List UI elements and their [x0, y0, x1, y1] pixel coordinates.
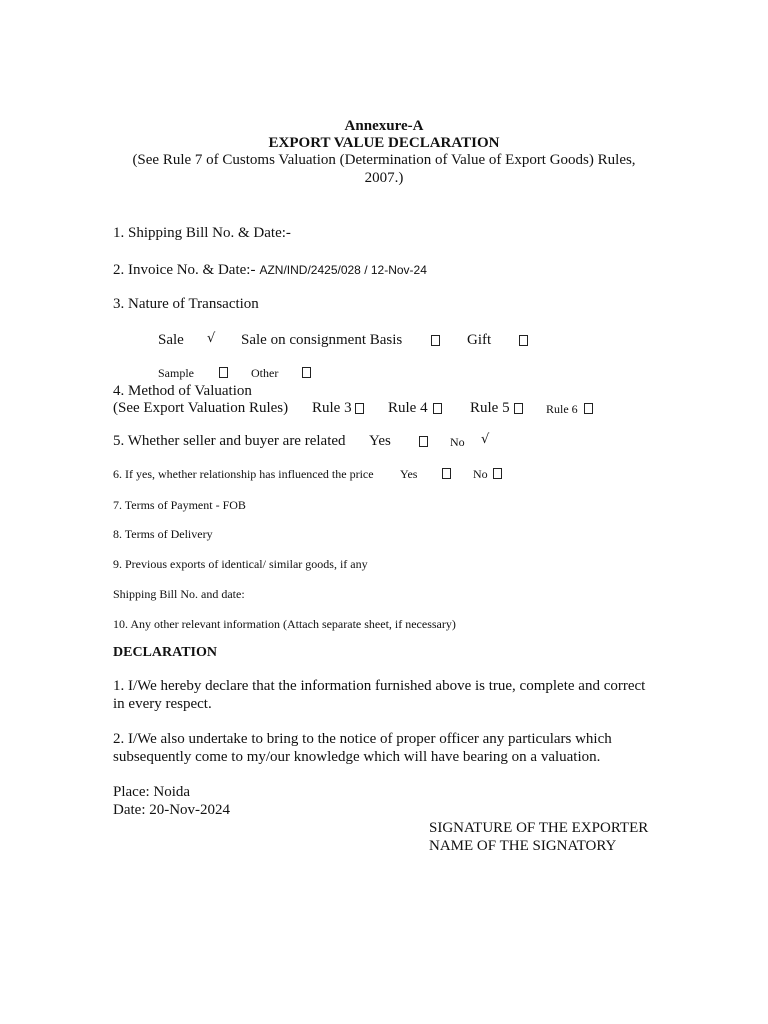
related-yes-checkbox[interactable] — [419, 436, 428, 447]
rule-6-checkbox[interactable] — [584, 403, 593, 414]
declaration-heading: DECLARATION — [113, 645, 217, 660]
related-no-check-mark: √ — [481, 432, 490, 447]
gift-checkbox[interactable] — [519, 335, 528, 346]
consignment-checkbox[interactable] — [431, 335, 440, 346]
terms-of-payment: 7. Terms of Payment - FOB — [113, 498, 246, 512]
influence-yes-checkbox[interactable] — [442, 468, 451, 479]
date-line: Date: 20-Nov-2024 — [113, 802, 231, 818]
rule-4-label: Rule 4 — [388, 400, 428, 416]
sample-checkbox[interactable] — [219, 367, 228, 378]
other-checkbox[interactable] — [302, 367, 311, 378]
method-of-valuation-label: 4. Method of Valuation — [113, 383, 252, 399]
sample-label: Sample — [158, 366, 194, 380]
consignment-label: Sale on consignment Basis — [241, 332, 403, 348]
annexure-label: Annexure-A — [344, 118, 424, 134]
relationship-influence-label: 6. If yes, whether relationship has influenced the price — [113, 467, 374, 481]
influence-no-label: No — [473, 467, 488, 481]
rule-3-label: Rule 3 — [312, 400, 352, 416]
name-of-signatory-label: NAME OF THE SIGNATORY — [429, 838, 617, 854]
rule-5-checkbox[interactable] — [514, 403, 523, 414]
gift-label: Gift — [467, 332, 492, 348]
influence-no-checkbox[interactable] — [493, 468, 502, 479]
related-yes-label: Yes — [369, 433, 391, 449]
subtitle-line-2: 2007.) — [364, 170, 404, 186]
valuation-rules-label: (See Export Valuation Rules) — [113, 400, 289, 416]
subtitle-line-1: (See Rule 7 of Customs Valuation (Determination of Value of Export Goods) Rules, — [132, 152, 636, 168]
declaration-paragraph-2: 2. I/We also undertake to bring to the notice of proper officer any particulars which subsequently come to my/our knowledge which will have bearing on a valuation. — [113, 731, 612, 765]
sale-label: Sale — [158, 332, 184, 348]
document-title: EXPORT VALUE DECLARATION — [268, 135, 500, 151]
rule-6-label: Rule 6 — [546, 402, 578, 416]
rule-4-checkbox[interactable] — [433, 403, 442, 414]
place-line: Place: Noida — [113, 784, 191, 800]
invoice-value: AZN/IND/2425/028 / 12-Nov-24 — [259, 263, 427, 277]
previous-exports-label: 9. Previous exports of identical/ similar goods, if any — [113, 557, 368, 571]
previous-shipping-bill-label: Shipping Bill No. and date: — [113, 587, 245, 601]
signature-of-exporter-label: SIGNATURE OF THE EXPORTER — [429, 820, 649, 836]
other-relevant-info-label: 10. Any other relevant information (Attach separate sheet, if necessary) — [113, 617, 456, 631]
invoice-label: 2. Invoice No. & Date:- — [113, 262, 256, 278]
nature-of-transaction-label: 3. Nature of Transaction — [113, 296, 259, 312]
rule-5-label: Rule 5 — [470, 400, 510, 416]
related-no-label: No — [450, 435, 465, 449]
other-label: Other — [251, 366, 279, 380]
seller-buyer-related-label: 5. Whether seller and buyer are related — [113, 433, 346, 449]
rule-3-checkbox[interactable] — [355, 403, 364, 414]
shipping-bill-label: 1. Shipping Bill No. & Date:- — [113, 225, 291, 241]
sale-check-mark: √ — [207, 331, 216, 346]
influence-yes-label: Yes — [400, 467, 418, 481]
declaration-paragraph-1: 1. I/We hereby declare that the information furnished above is true, complete and correct in every respect. — [113, 678, 646, 712]
invoice-row — [113, 261, 427, 279]
terms-of-delivery: 8. Terms of Delivery — [113, 527, 213, 541]
